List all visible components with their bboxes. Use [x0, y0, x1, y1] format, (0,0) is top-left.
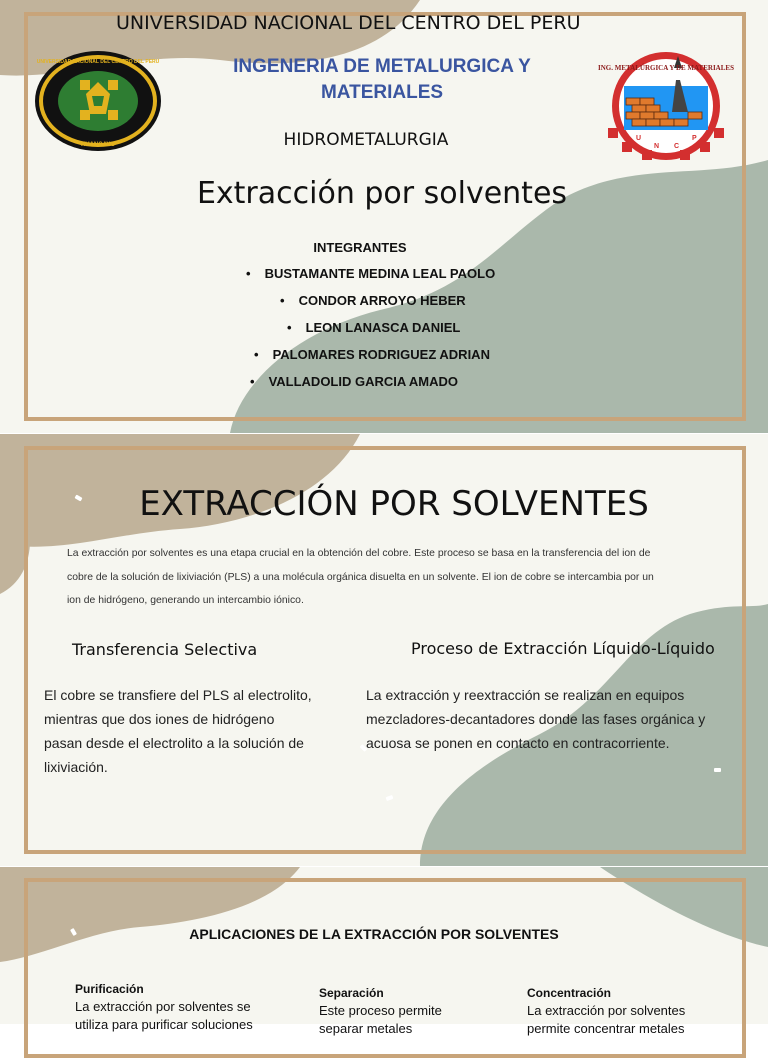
faculty-name-line2: MATERIALES: [320, 82, 444, 103]
purificacion-heading: Purificación: [75, 982, 144, 996]
left-column-heading: Transferencia Selectiva: [72, 640, 258, 659]
members-heading: INTEGRANTES: [313, 240, 407, 255]
body-line: El cobre se transfiere del PLS al electrolito,: [44, 687, 312, 703]
body-line: pasan desde el electrolito a la solución de: [44, 735, 304, 751]
body-line: La extracción y reextracción se realizan en equipos: [366, 687, 685, 703]
gear-ring-text: ING. METALÚRGICA Y DE MATERIALES: [598, 64, 734, 72]
body-line: mezcladores-decantadores donde las fases orgánica y: [366, 711, 706, 727]
concentracion-text: La extracción por solventes: [527, 1003, 686, 1018]
decorative-speck: [714, 768, 721, 772]
purificacion-text: La extracción por solventes se: [75, 999, 251, 1014]
faculty-name-line1: INGENERIA DE METALURGICA Y: [233, 56, 531, 77]
gear-letter-n: N: [654, 143, 660, 150]
seal-ring-text: UNIVERSIDAD NACIONAL DEL CENTRO DEL PERU: [36, 59, 160, 65]
university-seal-logo: [34, 50, 162, 152]
body-line: acuosa se ponen en contacto en contracorriente.: [366, 735, 670, 751]
intro-line: ion de hidrógeno, generando un intercambio iónico.: [67, 595, 304, 606]
definition-slide: [0, 434, 768, 866]
intro-line: cobre de la solución de lixiviación (PLS) a una molécula orgánica disuelta en un solvente. El ion de cobre se intercambia por un: [67, 572, 654, 583]
faculty-gear-logo: [598, 50, 734, 162]
intro-line: La extracción por solventes es una etapa crucial en la obtención del cobre. Este proceso se basa en la transferencia del ion de: [67, 548, 651, 559]
university-name: UNIVERSIDAD NACIONAL DEL CENTRO DEL PERU: [116, 12, 581, 34]
body-line: lixiviación.: [44, 759, 108, 775]
member-item: • CONDOR ARROYO HEBER: [280, 293, 466, 308]
concentracion-text: permite concentrar metales: [527, 1021, 685, 1036]
seal-bottom-text: HUANCAYO: [80, 142, 116, 148]
gear-letter-p: P: [692, 135, 697, 142]
right-column-heading: Proceso de Extracción Líquido-Líquido: [411, 639, 715, 658]
member-item: • PALOMARES RODRIGUEZ ADRIAN: [254, 347, 490, 362]
concentracion-heading: Concentración: [527, 986, 612, 1000]
applications-slide: [0, 867, 768, 1036]
course-name: HIDROMETALURGIA: [283, 130, 449, 150]
separacion-heading: Separación: [319, 986, 384, 1000]
member-item: • LEON LANASCA DANIEL: [287, 320, 461, 335]
slide-title: EXTRACCIÓN POR SOLVENTES: [139, 484, 649, 524]
slide-title: APLICACIONES DE LA EXTRACCIÓN POR SOLVENTES: [189, 926, 559, 942]
presentation-title: Extracción por solventes: [196, 176, 568, 211]
separacion-text: Este proceso permite: [319, 1003, 442, 1018]
gear-letter-c: C: [674, 143, 680, 150]
body-line: mientras que dos iones de hidrógeno: [44, 711, 275, 727]
gear-letter-u: U: [636, 135, 642, 142]
separacion-text: separar metales: [319, 1021, 413, 1036]
member-item: • VALLADOLID GARCIA AMADO: [250, 374, 459, 389]
member-item: • BUSTAMANTE MEDINA LEAL PAOLO: [246, 266, 496, 281]
title-slide: [0, 0, 768, 433]
purificacion-text: utiliza para purificar soluciones: [75, 1017, 253, 1032]
